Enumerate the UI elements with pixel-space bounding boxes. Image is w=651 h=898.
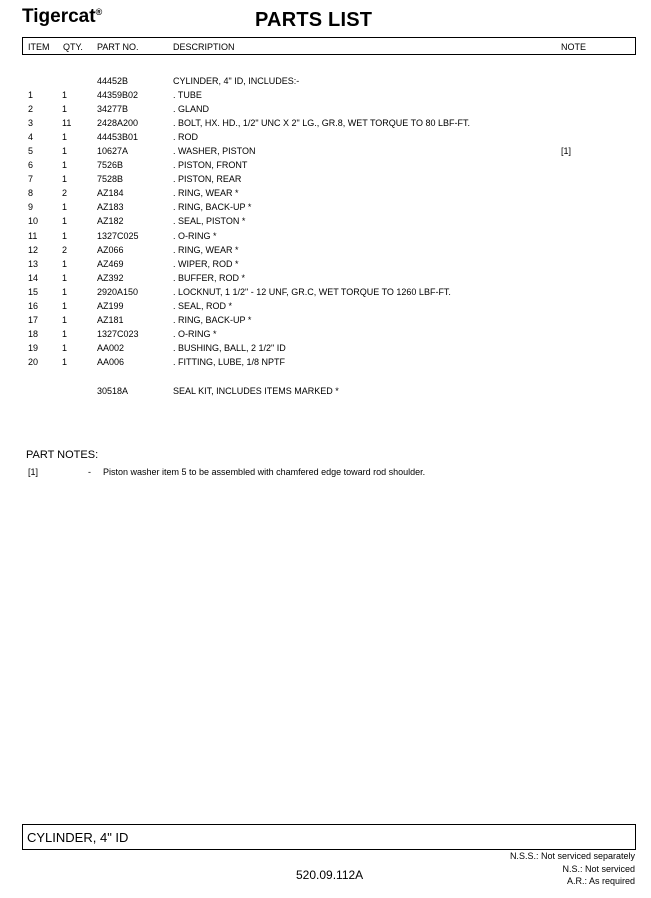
table-header xyxy=(22,37,636,55)
part-number: 34277B xyxy=(97,104,129,114)
table-row xyxy=(0,299,651,313)
description: . RING, BACK-UP * xyxy=(173,315,252,325)
description: . WASHER, PISTON xyxy=(173,146,256,156)
legend-nss: N.S.S.: Not serviced separately xyxy=(509,851,635,861)
part-number: 1327C025 xyxy=(97,231,139,241)
description: . ROD xyxy=(173,132,199,142)
quantity: 11 xyxy=(62,118,72,128)
brand-logo xyxy=(22,6,102,28)
part-number: 1327C023 xyxy=(97,329,139,339)
part-number: AZ066 xyxy=(97,245,124,255)
part-number: AZ184 xyxy=(97,188,124,198)
part-number: 44452B xyxy=(97,76,129,86)
note-reference: [1] xyxy=(28,467,39,477)
quantity: 1 xyxy=(62,259,68,269)
part-number: AZ181 xyxy=(97,315,124,325)
item-number: 2 xyxy=(28,104,34,114)
table-row xyxy=(0,257,651,271)
quantity: 1 xyxy=(62,357,68,367)
assembly-title: CYLINDER, 4" ID xyxy=(27,830,129,845)
description: CYLINDER, 4" ID, INCLUDES:- xyxy=(173,76,300,86)
part-number: AZ183 xyxy=(97,202,124,212)
part-number: 30518A xyxy=(97,386,129,396)
description: . PISTON, FRONT xyxy=(173,160,248,170)
description: . GLAND xyxy=(173,104,210,114)
part-number: AZ392 xyxy=(97,273,124,283)
brand-name: Tigercat xyxy=(22,6,96,27)
table-row xyxy=(0,88,651,102)
description: . RING, BACK-UP * xyxy=(173,202,252,212)
description: . WIPER, ROD * xyxy=(173,259,239,269)
quantity: 2 xyxy=(62,188,68,198)
note-text: Piston washer item 5 to be assembled with chamfered edge toward rod shoulder. xyxy=(103,467,426,477)
table-row xyxy=(0,116,651,130)
part-number: 44359B02 xyxy=(97,90,139,100)
registered-mark: ® xyxy=(95,7,103,17)
part-number: 7526B xyxy=(97,160,124,170)
description: . O-RING * xyxy=(173,329,217,339)
table-row xyxy=(0,384,651,398)
header-qty: QTY. xyxy=(63,42,83,52)
part-number: 2428A200 xyxy=(97,118,139,128)
item-number: 12 xyxy=(28,245,39,255)
quantity: 1 xyxy=(62,146,68,156)
description: . FITTING, LUBE, 1/8 NPTF xyxy=(173,357,286,367)
table-row xyxy=(0,144,651,158)
table-row xyxy=(0,327,651,341)
part-number: AA006 xyxy=(97,357,125,367)
table-row xyxy=(0,271,651,285)
table-row xyxy=(0,186,651,200)
quantity: 1 xyxy=(62,315,68,325)
item-number: 19 xyxy=(28,343,39,353)
description: . RING, WEAR * xyxy=(173,245,239,255)
item-number: 17 xyxy=(28,315,39,325)
quantity: 1 xyxy=(62,343,68,353)
item-number: 3 xyxy=(28,118,34,128)
part-number: 10627A xyxy=(97,146,129,156)
part-number: 44453B01 xyxy=(97,132,139,142)
table-row xyxy=(0,102,651,116)
description: . BUFFER, ROD * xyxy=(173,273,246,283)
item-number: 15 xyxy=(28,287,39,297)
quantity: 1 xyxy=(62,90,68,100)
document-number: 520.09.112A xyxy=(296,868,364,882)
description: . BUSHING, BALL, 2 1/2" ID xyxy=(173,343,286,353)
quantity: 1 xyxy=(62,104,68,114)
quantity: 1 xyxy=(62,287,68,297)
header-note: NOTE xyxy=(561,42,587,52)
part-number: AZ469 xyxy=(97,259,124,269)
table-row xyxy=(0,130,651,144)
quantity: 1 xyxy=(62,132,68,142)
quantity: 1 xyxy=(62,273,68,283)
part-number: AZ199 xyxy=(97,301,124,311)
item-number: 4 xyxy=(28,132,34,142)
item-number: 16 xyxy=(28,301,39,311)
item-number: 18 xyxy=(28,329,39,339)
description: . RING, WEAR * xyxy=(173,188,239,198)
quantity: 1 xyxy=(62,329,68,339)
table-row xyxy=(0,172,651,186)
table-row xyxy=(0,341,651,355)
item-number: 13 xyxy=(28,259,39,269)
description: . O-RING * xyxy=(173,231,217,241)
quantity: 1 xyxy=(62,301,68,311)
description: . BOLT, HX. HD., 1/2" UNC X 2" LG., GR.8, WET TORQUE TO 80 LBF-FT. xyxy=(173,118,470,128)
description: . LOCKNUT, 1 1/2" - 12 UNF, GR.C, WET TORQUE TO 1260 LBF-FT. xyxy=(173,287,451,297)
legend-ar: A.R.: As required xyxy=(566,876,635,886)
part-number: 2920A150 xyxy=(97,287,139,297)
note-reference: [1] xyxy=(561,146,572,156)
header-item: ITEM xyxy=(28,42,50,52)
table-row xyxy=(0,214,651,228)
quantity: 1 xyxy=(62,202,68,212)
item-number: 10 xyxy=(28,216,39,226)
legend-ns: N.S.: Not serviced xyxy=(562,864,635,874)
quantity: 2 xyxy=(62,245,68,255)
quantity: 1 xyxy=(62,174,68,184)
note-dash: - xyxy=(88,467,91,477)
table-row xyxy=(0,355,651,369)
item-number: 20 xyxy=(28,357,39,367)
table-row xyxy=(0,313,651,327)
quantity: 1 xyxy=(62,216,68,226)
part-notes-heading: PART NOTES: xyxy=(26,449,99,461)
description: . TUBE xyxy=(173,90,202,100)
part-number: AZ182 xyxy=(97,216,124,226)
header-description: DESCRIPTION xyxy=(173,42,235,52)
item-number: 6 xyxy=(28,160,34,170)
footer-title-box xyxy=(22,824,636,850)
header-part-no: PART NO. xyxy=(97,42,139,52)
description: SEAL KIT, INCLUDES ITEMS MARKED * xyxy=(173,386,339,396)
item-number: 11 xyxy=(28,231,38,241)
item-number: 7 xyxy=(28,174,34,184)
description: . SEAL, ROD * xyxy=(173,301,233,311)
quantity: 1 xyxy=(62,231,68,241)
table-row xyxy=(0,243,651,257)
table-row xyxy=(0,74,651,88)
table-row xyxy=(0,229,651,243)
quantity: 1 xyxy=(62,160,68,170)
item-number: 14 xyxy=(28,273,39,283)
table-row xyxy=(0,200,651,214)
part-number: 7528B xyxy=(97,174,124,184)
description: . PISTON, REAR xyxy=(173,174,242,184)
item-number: 1 xyxy=(28,90,34,100)
part-number: AA002 xyxy=(97,343,125,353)
table-row xyxy=(0,158,651,172)
page-title: PARTS LIST xyxy=(255,9,373,31)
item-number: 5 xyxy=(28,146,34,156)
item-number: 9 xyxy=(28,202,34,212)
table-row xyxy=(0,285,651,299)
item-number: 8 xyxy=(28,188,34,198)
description: . SEAL, PISTON * xyxy=(173,216,246,226)
